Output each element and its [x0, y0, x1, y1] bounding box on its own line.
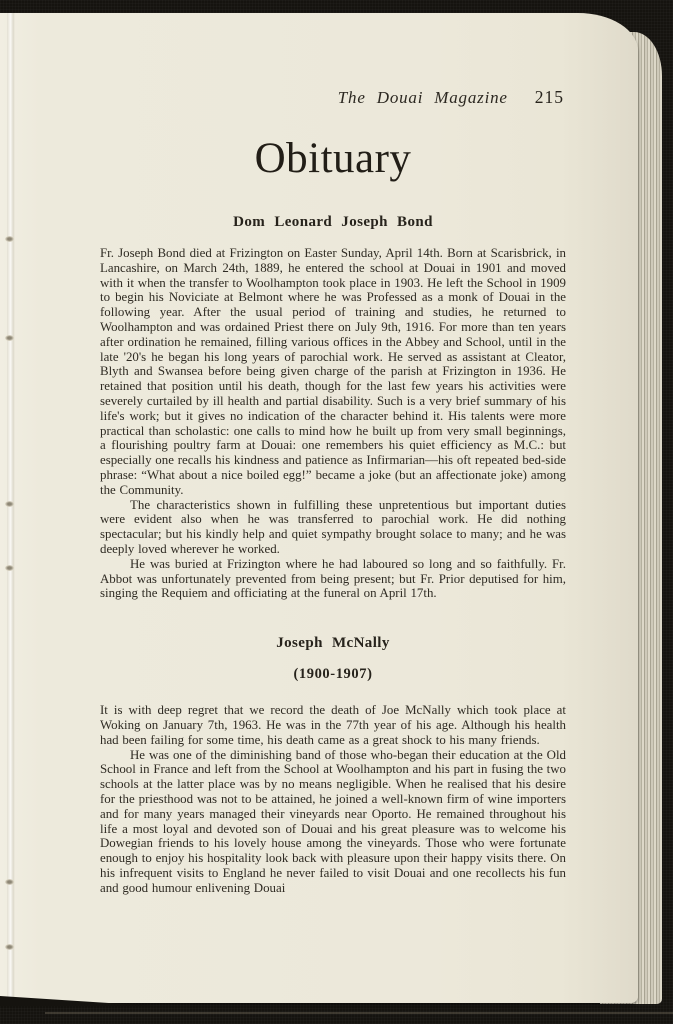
- entry-body-bond: [100, 246, 566, 601]
- stitch-hole: [5, 944, 14, 950]
- stitch-hole: [5, 236, 14, 242]
- section-title: Obituary: [254, 135, 412, 182]
- paragraph: The characteristics shown in fulfilling these unpretentious but important duties were evident also when he was transferred to parochial work. He did nothing spectacular; but his kindly help and quiet sympathy brought solace to many; and he was deeply loved wherever he worked.: [100, 497, 566, 556]
- paragraph: Fr. Joseph Bond died at Frizington on Easter Sunday, April 14th. Born at Scarisbrick, in Lancashire, on March 24th, 1889, he entered the school at Douai in 1901 and moved with it when the transfer to Woolhampton took place in 1903. He left the School in 1909 to begin his Noviciate at Belmont where he was Professed as a monk of Douai in the following year. After the usual period of training and studies, he returned to Woolhampton and was ordained Priest there on July 9th, 1916. For more than ten years after ordination he remained, filling various offices in the Abbey and School, until in the late '20's he began his long years of parochial work. He served as assistant at Cleator, Blyth and Swansea before being given charge of the parish at Frizington in 1936. He retained that position until his death, though for the last few years his activities were severely curtailed by ill health and partial disability. Such is a very brief summary of his life's work; but it gives no indication of the character behind it. His talents were more practical than scholastic: one calls to mind how he built up from very small beginnings, a flourishing poultry farm at Douai: one remembers his quiet efficiency as M.C.: but especially one recalls his kindness and patience as Infirmarian—his oft repeated bed-side phrase: “What about a nice boiled egg!” became a joke (but an affectionate joke) among the Community.: [100, 246, 566, 497]
- stitch-hole: [5, 879, 14, 885]
- journal-title: The Douai Magazine: [337, 88, 508, 107]
- stitch-hole: [5, 501, 14, 507]
- paragraph: He was one of the diminishing band of those who-began their education at the Old School in France and left from the School at Woolhampton and his part in fusing the two schools at the latter place was by no means negligible. When he realised that his desire for the priesthood was not to be attained, he joined a well-known firm of wine importers and for many years managed their vineyards near Oporto. He remained throughout his life a most loyal and devoted son of Douai and his great pleasure was to welcome his Dowegian friends to his lovely house among the vineyards. Those who were fortunate enough to enjoy his hospitality look back with pleasure upon their happy visits there. On his infrequent visits to England he never failed to visit Douai and one recollects his fun and good humour enlivening Douai: [100, 747, 566, 895]
- stitch-hole: [5, 335, 14, 341]
- entry-years-mcnally: (1900-1907): [293, 666, 373, 683]
- entry-body-mcnally: [100, 703, 566, 895]
- paragraph: It is with deep regret that we record the death of Joe McNally which took place at Woking on January 7th, 1963. He was in the 77th year of his age. Although his health had been failing for some time, his death came as a great shock to his many friends.: [100, 703, 566, 747]
- entry-heading-bond: Dom Leonard Joseph Bond: [233, 214, 433, 230]
- running-header: [100, 87, 566, 108]
- cover-corner-wedge: [0, 996, 155, 1006]
- paragraph: He was buried at Frizington where he had laboured so long and so faithfully. Fr. Abbot was unfortunately prevented from being present; but Fr. Prior deputised for him, singing the Requiem and officiating at the funeral on April 17th.: [100, 556, 566, 601]
- entry-heading-mcnally: Joseph McNally: [276, 635, 390, 652]
- cover-edge-line: [45, 1012, 673, 1014]
- binding-crease: [7, 13, 15, 1003]
- stitch-hole: [5, 565, 14, 571]
- page-content: [100, 13, 566, 895]
- page-number: 215: [534, 87, 564, 107]
